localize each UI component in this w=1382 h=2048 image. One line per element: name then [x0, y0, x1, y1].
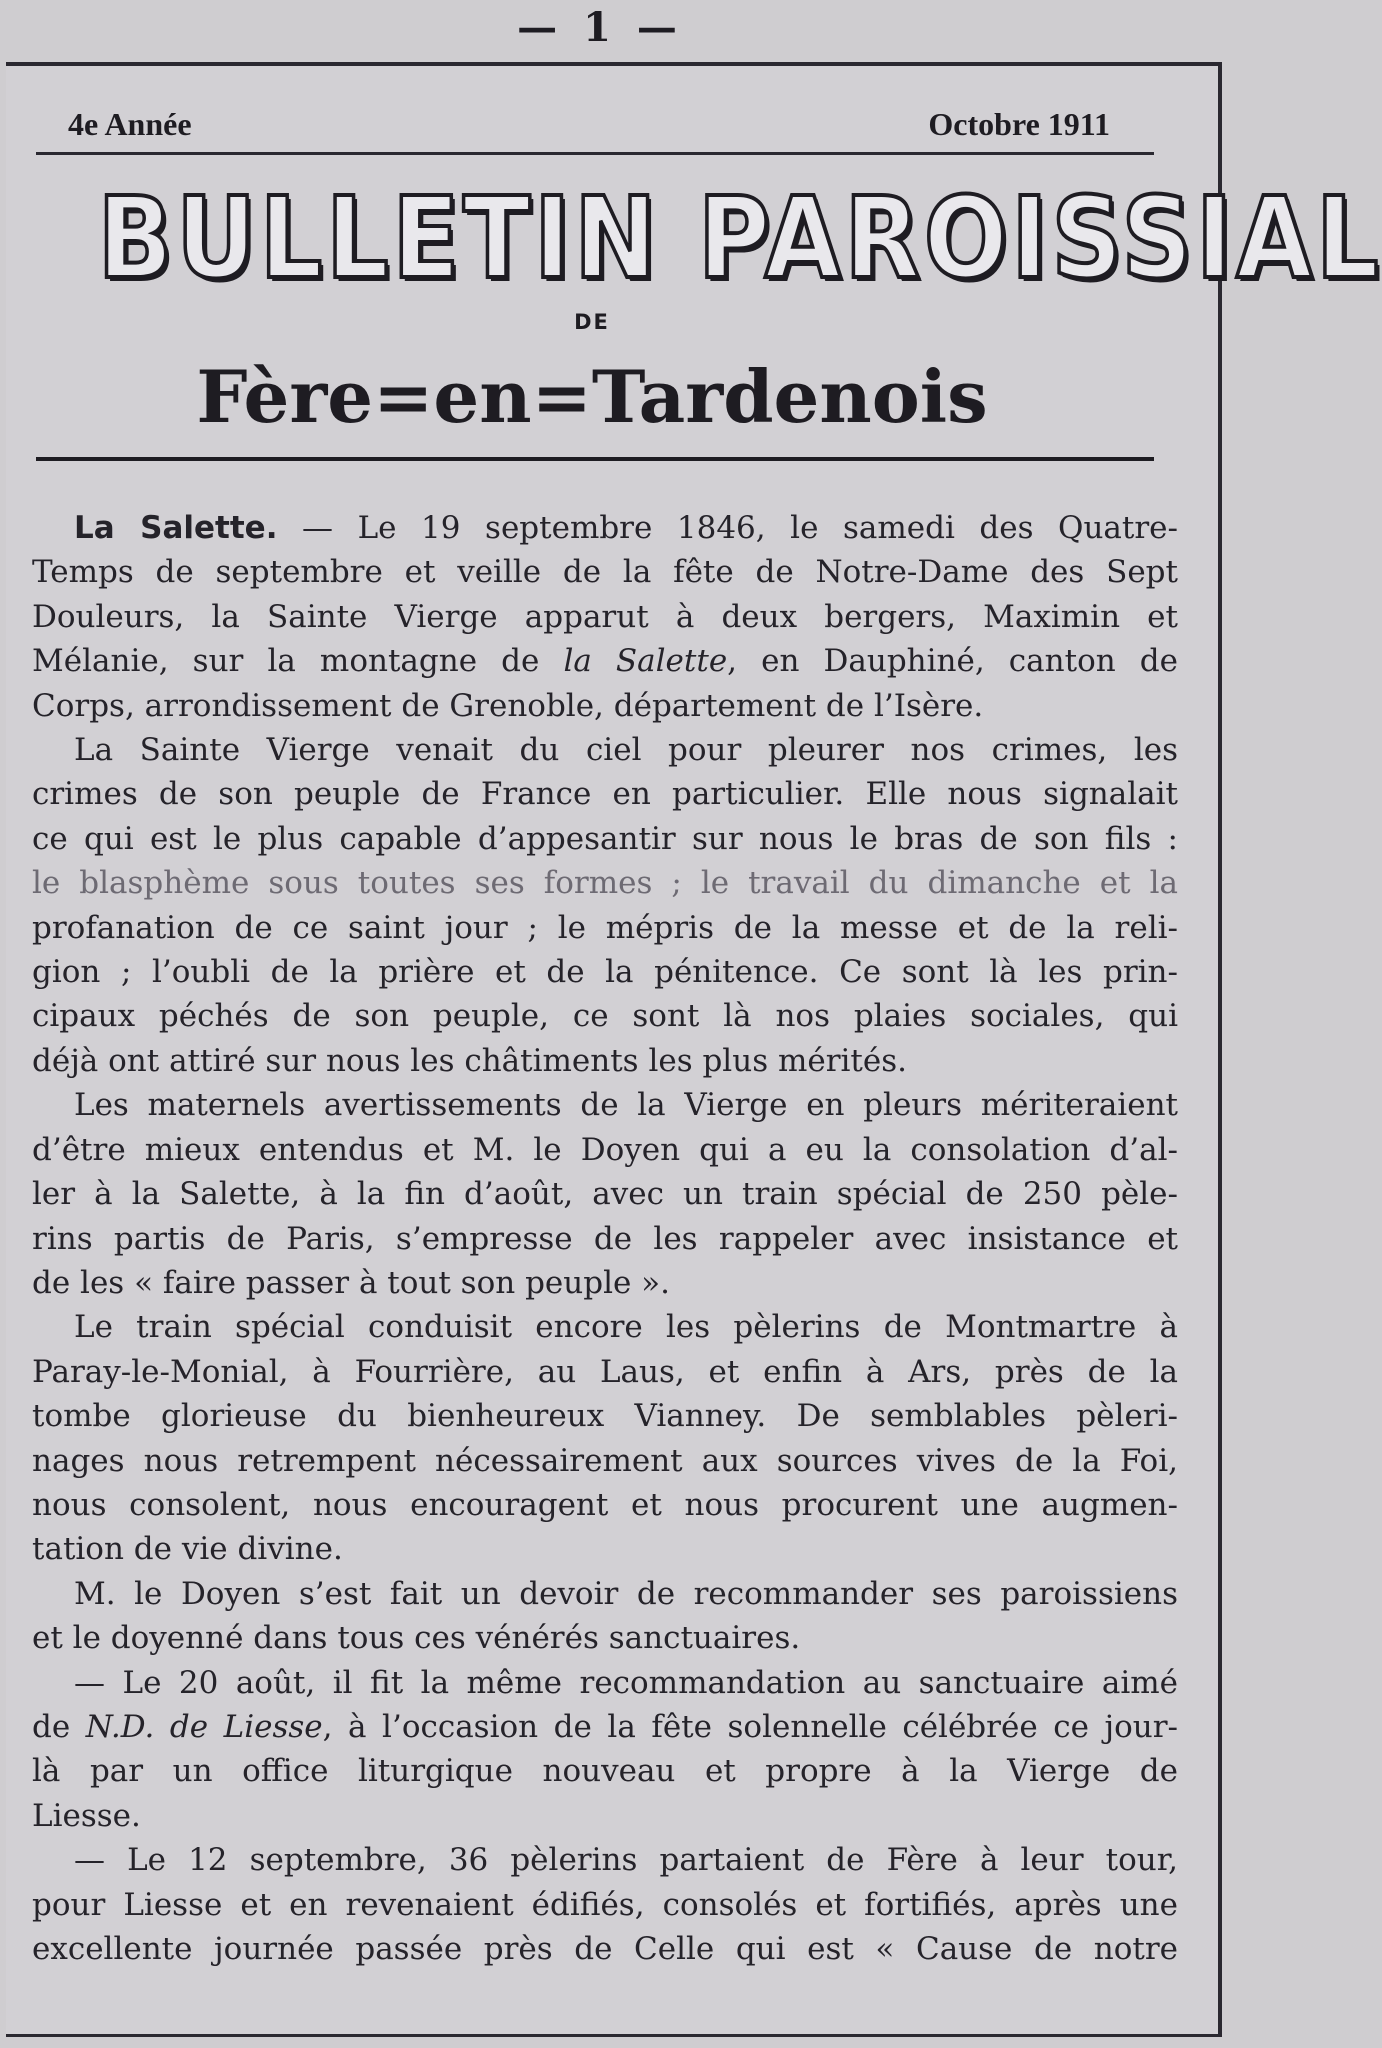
text-line: Temps de septembre et veille de la fête de Notre-Dame des Sept [32, 554, 1178, 591]
text-line: d’être mieux entendus et M. le Doyen qui a eu la consolation d’al- [32, 1131, 1178, 1168]
bulletin-title: BULLETIN PAROISSIAL [97, 174, 1382, 304]
title-connector: DE [574, 310, 610, 334]
masthead-info [68, 106, 1110, 143]
text-line: Douleurs, la Sainte Vierge apparut à deux bergers, Maximin et [32, 598, 1178, 635]
text-line: Corps, arrondissement de Grenoble, département de l’Isère. [32, 687, 984, 724]
top-rule [36, 152, 1154, 155]
text-line: Paray-le-Monial, à Fourrière, au Laus, et enfin à Ars, près de la [32, 1353, 1178, 1390]
text-line: et le doyenné dans tous ces vénérés sanctuaires. [32, 1620, 801, 1657]
text-line: nous consolent, nous encouragent et nous procurent une augmen- [32, 1486, 1178, 1523]
article-body [32, 506, 1178, 1971]
text-line: tombe glorieuse du bienheureux Vianney. De semblables pèleri- [32, 1398, 1178, 1435]
text-line: gion ; l’oubli de la prière et de la pénitence. Ce sont là les prin- [32, 954, 1178, 991]
text-line: La Sainte Vierge venait du ciel pour pleurer nos crimes, les [74, 732, 1178, 769]
text-line: Mélanie, sur la montagne de la Salette, en Dauphiné, canton de [32, 643, 1178, 680]
text-line: cipaux péchés de son peuple, ce sont là nos plaies sociales, qui [32, 998, 1178, 1035]
text-line: crimes de son peuple de France en particulier. Elle nous signalait [32, 776, 1178, 813]
text-line: pour Liesse et en revenaient édifiés, consolés et fortifiés, après une [32, 1886, 1178, 1923]
text-line: profanation de ce saint jour ; le mépris de la messe et de la reli- [32, 909, 1178, 946]
text-line: là par un office liturgique nouveau et propre à la Vierge de [32, 1753, 1178, 1790]
text-line: nages nous retrempent nécessairement aux sources vives de la Foi, [32, 1442, 1178, 1479]
bottom-rule [36, 457, 1154, 461]
article-heading: La Salette. [74, 510, 278, 546]
text-line: — Le 20 août, il fit la même recommandation au sanctuaire aimé [74, 1664, 1178, 1701]
place-name: la Salette [563, 643, 728, 680]
text-line: Liesse. [32, 1797, 141, 1834]
text-line: déjà ont attiré sur nous les châtiments les plus mérités. [32, 1042, 907, 1079]
sanctuary-name: N.D. de Liesse [85, 1708, 323, 1745]
text-line: — Le 12 septembre, 36 pèlerins partaient de Fère à leur tour, [74, 1842, 1178, 1879]
text-line: Les maternels avertissements de la Vierge en pleurs mériteraient [74, 1087, 1178, 1124]
text-line: Le train spécial conduisit encore les pèlerins de Montmartre à [74, 1309, 1178, 1346]
text-line: excellente journée passée près de Celle qui est « Cause de notre [32, 1931, 1178, 1967]
text-line: tation de vie divine. [32, 1531, 343, 1568]
issue-date: Octobre 1911 [928, 106, 1110, 142]
edition-year: 4e Année [68, 106, 192, 142]
text-line: La Salette. — Le 19 septembre 1846, le samedi des Quatre- [74, 510, 1178, 546]
text-line: de N.D. de Liesse, à l’occasion de la fête solennelle célébrée ce jour- [32, 1708, 1178, 1745]
bulletin-page [6, 62, 1382, 2037]
town-name: Fère=en=Tardenois [196, 354, 988, 439]
text-line: le blasphème sous toutes ses formes ; le travail du dimanche et la [32, 865, 1178, 902]
text-line: rins partis de Paris, s’empresse de les rappeler avec insistance et [32, 1220, 1178, 1257]
text-line: ler à la Salette, à la fin d’août, avec un train spécial de 250 pèle- [32, 1176, 1178, 1213]
page-number: — 1 — [517, 4, 683, 51]
text-line: de les « faire passer à tout son peuple ». [32, 1264, 670, 1301]
text-line: M. le Doyen s’est fait un devoir de recommander ses paroissiens [74, 1575, 1178, 1612]
text-line: ce qui est le plus capable d’appesantir sur nous le bras de son fils : [32, 820, 1178, 857]
